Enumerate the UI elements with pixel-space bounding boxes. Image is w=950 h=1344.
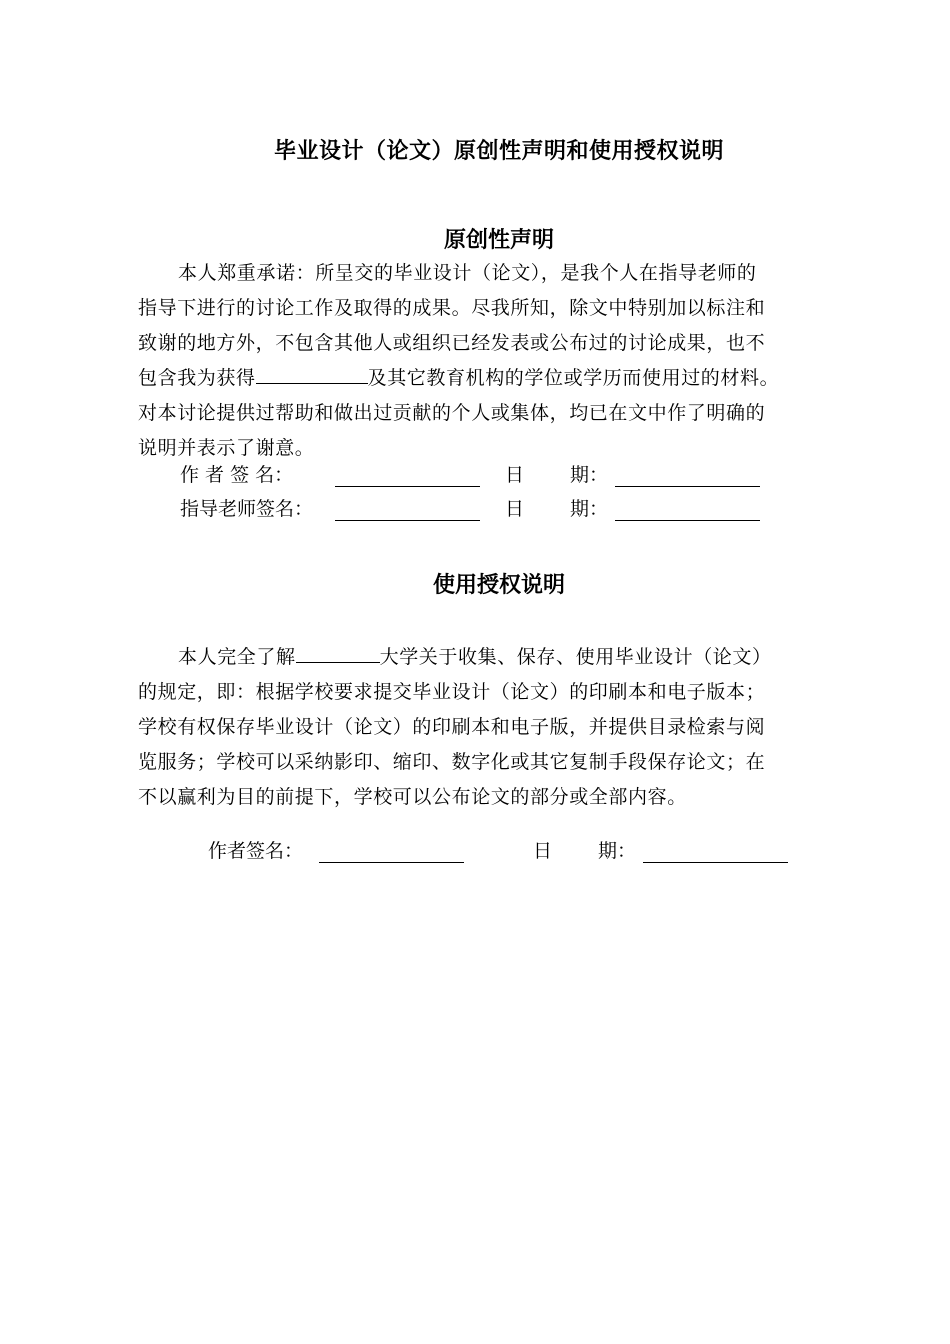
date-label-char: 日: [533, 840, 553, 862]
statement-line: [138, 361, 858, 396]
statement-line: 的规定，即：根据学校要求提交毕业设计（论文）的印刷本和电子版本；: [138, 681, 766, 703]
auth-author-signature-blank: [319, 836, 464, 863]
date-label-char: 日: [505, 498, 525, 520]
statement-line: 指导下进行的讨论工作及取得的成果。尽我所知，除文中特别加以标注和: [138, 297, 766, 319]
statement-text: 本人完全了解: [178, 646, 296, 668]
document-title: 毕业设计（论文）原创性声明和使用授权说明: [273, 139, 724, 164]
auth-author-date-blank: [643, 836, 788, 863]
degree-blank: [256, 365, 368, 384]
author-date-blank: [615, 460, 760, 487]
statement-text: 包含我为获得: [138, 367, 256, 389]
supervisor-signature-label: 指导老师签名：: [180, 498, 314, 520]
author-signature-blank: [335, 460, 480, 487]
statement-line: 学校有权保存毕业设计（论文）的印刷本和电子版，并提供目录检索与阅: [138, 716, 766, 738]
originality-statement: [138, 256, 858, 466]
statement-line: [138, 640, 858, 675]
date-label-char: 期：: [598, 840, 637, 862]
supervisor-date-blank: [615, 494, 760, 521]
statement-line: 致谢的地方外，不包含其他人或组织已经发表或公布过的讨论成果，也不: [138, 332, 766, 354]
author-signature-label: 作 者 签 名：: [180, 464, 294, 486]
supervisor-signature-row: [180, 494, 780, 524]
statement-text: 大学关于收集、保存、使用毕业设计（论文）: [379, 646, 772, 668]
statement-line: 对本讨论提供过帮助和做出过贡献的个人或集体，均已在文中作了明确的: [138, 402, 766, 424]
authorization-heading: 使用授权说明: [432, 573, 565, 598]
supervisor-signature-blank: [335, 494, 480, 521]
date-label-char: 期：: [570, 464, 609, 486]
originality-heading: 原创性声明: [443, 228, 554, 253]
statement-text: 及其它教育机构的学位或学历而使用过的材料。: [367, 367, 780, 389]
date-label-char: 期：: [570, 498, 609, 520]
university-blank: [296, 644, 380, 663]
auth-author-signature-label: 作者签名：: [208, 840, 304, 862]
statement-line: 本人郑重承诺：所呈交的毕业设计（论文），是我个人在指导老师的: [178, 262, 757, 284]
author-signature-row: [180, 460, 780, 490]
date-label-char: 日: [505, 464, 525, 486]
statement-line: 说明并表示了谢意。: [138, 437, 315, 459]
statement-line: 览服务；学校可以采纳影印、缩印、数字化或其它复制手段保存论文；在: [138, 751, 766, 773]
authorization-statement: [138, 640, 858, 815]
statement-line: 不以赢利为目的前提下，学校可以公布论文的部分或全部内容。: [138, 786, 687, 808]
auth-author-signature-row: [208, 836, 808, 866]
